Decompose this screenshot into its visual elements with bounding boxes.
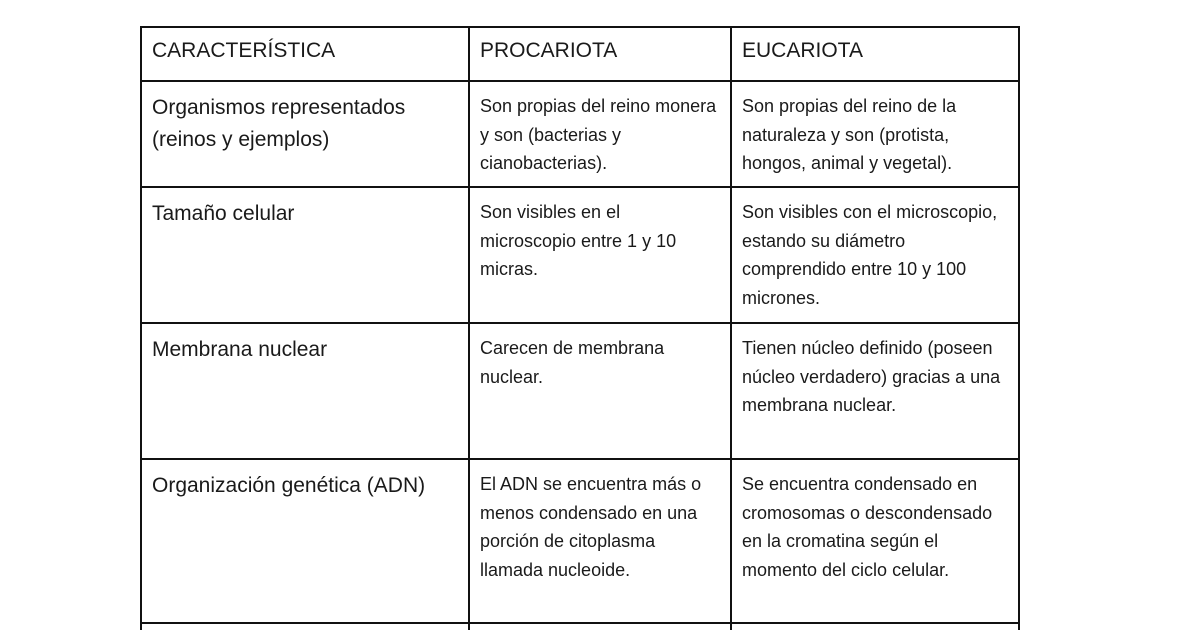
header-prokaryote: PROCARIOTA	[469, 27, 731, 81]
empty-cell	[469, 623, 731, 630]
empty-cell	[141, 623, 469, 630]
table-row	[141, 323, 1019, 459]
header-characteristic: CARACTERÍSTICA	[141, 27, 469, 81]
table-row	[141, 81, 1019, 187]
feature-cell: Membrana nuclear	[141, 323, 469, 459]
table-row	[141, 459, 1019, 623]
table-header-row	[141, 27, 1019, 81]
eukaryote-cell: Tienen núcleo definido (poseen núcleo verdadero) gracias a una membrana nuclear.	[731, 323, 1019, 459]
feature-cell: Organismos representados (reinos y ejemplos)	[141, 81, 469, 187]
comparison-table	[140, 26, 1020, 630]
empty-cell	[731, 623, 1019, 630]
eukaryote-cell: Son visibles con el microscopio, estando su diámetro comprendido entre 10 y 100 micrones.	[731, 187, 1019, 323]
feature-cell: Organización genética (ADN)	[141, 459, 469, 623]
prokaryote-cell: El ADN se encuentra más o menos condensado en una porción de citoplasma llamada nucleoide.	[469, 459, 731, 623]
table-row-partial	[141, 623, 1019, 630]
table-row	[141, 187, 1019, 323]
prokaryote-cell: Son propias del reino monera y son (bacterias y cianobacterias).	[469, 81, 731, 187]
header-eukaryote: EUCARIOTA	[731, 27, 1019, 81]
eukaryote-cell: Se encuentra condensado en cromosomas o descondensado en la cromatina según el momento del ciclo celular.	[731, 459, 1019, 623]
prokaryote-cell: Carecen de membrana nuclear.	[469, 323, 731, 459]
feature-cell: Tamaño celular	[141, 187, 469, 323]
eukaryote-cell: Son propias del reino de la naturaleza y son (protista, hongos, animal y vegetal).	[731, 81, 1019, 187]
prokaryote-cell: Son visibles en el microscopio entre 1 y 10 micras.	[469, 187, 731, 323]
